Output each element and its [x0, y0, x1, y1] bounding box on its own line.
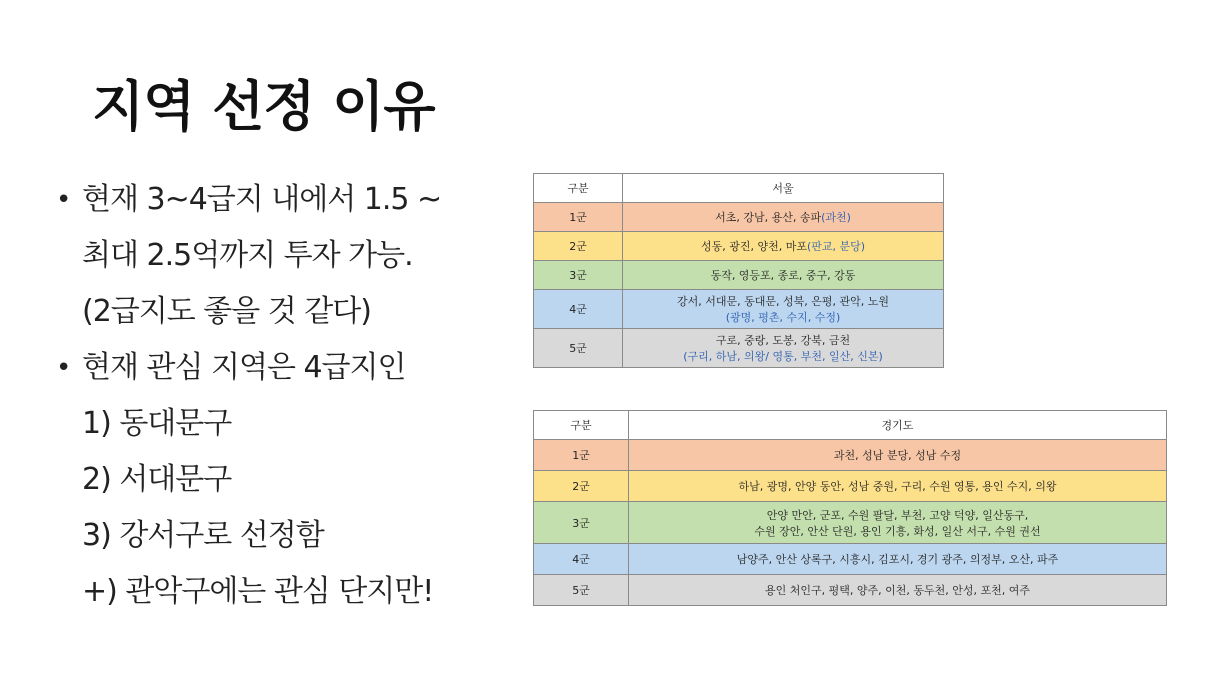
gyeonggi-grade-table [533, 410, 1167, 606]
region-annotation: (판교, 분당) [806, 240, 866, 253]
region-cell [629, 502, 1167, 544]
region-main: 구로, 중랑, 도봉, 강북, 금천 [715, 334, 851, 347]
table-header-grade: 구분 [534, 174, 623, 203]
region-cell: 용인 처인구, 평택, 양주, 이천, 동두천, 안성, 포천, 여주 [629, 575, 1167, 606]
page-title: 지역 선정 이유 [92, 75, 435, 138]
seoul-grade-table [533, 173, 944, 368]
region-cell [623, 329, 944, 368]
table-header-region: 경기도 [629, 411, 1167, 440]
table-row [534, 232, 944, 261]
table-row [534, 502, 1167, 544]
region-main: 동작, 영등포, 종로, 중구, 강동 [710, 269, 856, 282]
bullet-dot-icon: • [56, 353, 71, 383]
bullet-text: 현재 3~4급지 내에서 1.5 ~ [82, 182, 442, 217]
table-row [534, 440, 1167, 471]
region-cell [623, 261, 944, 290]
region-main: 성동, 광진, 양천, 마포 [700, 240, 807, 253]
bullet-text: 최대 2.5억까지 투자 가능. [82, 238, 413, 273]
grade-cell: 4군 [534, 290, 623, 329]
region-cell [623, 290, 944, 329]
grade-cell: 2군 [534, 232, 623, 261]
table-row [534, 544, 1167, 575]
bullet-item [56, 172, 516, 228]
region-cell: 과천, 성남 분당, 성남 수정 [629, 440, 1167, 471]
grade-cell: 3군 [534, 502, 629, 544]
table-row [534, 329, 944, 368]
bullet-text: 현재 관심 지역은 4급지인 [82, 350, 406, 385]
region-line: 안양 만안, 군포, 수원 팔달, 부천, 고양 덕양, 일산동구, [766, 508, 1029, 522]
region-line: 수원 장안, 안산 단원, 용인 기흥, 화성, 일산 서구, 수원 권선 [754, 524, 1041, 538]
table-row [534, 290, 944, 329]
bullet-item [56, 340, 516, 396]
table-row [534, 575, 1167, 606]
table-header-grade: 구분 [534, 411, 629, 440]
region-annotation: (광명, 평촌, 수지, 수정) [725, 311, 841, 324]
grade-cell: 5군 [534, 575, 629, 606]
grade-cell: 2군 [534, 471, 629, 502]
bullet-dot-icon: • [56, 185, 71, 215]
grade-cell: 3군 [534, 261, 623, 290]
region-cell: 하남, 광명, 안양 동안, 성남 중원, 구리, 수원 영통, 용인 수지, 의왕 [629, 471, 1167, 502]
table-row [534, 203, 944, 232]
grade-cell: 5군 [534, 329, 623, 368]
region-main: 강서, 서대문, 동대문, 성북, 은평, 관악, 노원 [677, 295, 889, 308]
table-header-row [534, 411, 1167, 440]
region-cell [623, 232, 944, 261]
table-row [534, 471, 1167, 502]
region-cell [623, 203, 944, 232]
bullet-text: 2) 서대문구 [82, 462, 232, 497]
bullet-text: (2급지도 좋을 것 같다) [82, 294, 371, 329]
bullet-text: 3) 강서구로 선정함 [82, 518, 324, 553]
table-header-row [534, 174, 944, 203]
table-row [534, 261, 944, 290]
bullet-text: +) 관악구에는 관심 단지만! [82, 574, 434, 609]
grade-cell: 1군 [534, 203, 623, 232]
grade-cell: 1군 [534, 440, 629, 471]
bullet-list [56, 172, 516, 620]
region-main: 서초, 강남, 용산, 송파 [715, 211, 822, 224]
bullet-text: 1) 동대문구 [82, 406, 232, 441]
table-header-region: 서울 [623, 174, 944, 203]
grade-cell: 4군 [534, 544, 629, 575]
region-annotation: (구리, 하남, 의왕/ 영통, 부천, 일산, 신본) [683, 350, 883, 363]
region-cell: 남양주, 안산 상록구, 시흥시, 김포시, 경기 광주, 의정부, 오산, 파주 [629, 544, 1167, 575]
region-annotation: (과천) [821, 211, 851, 224]
